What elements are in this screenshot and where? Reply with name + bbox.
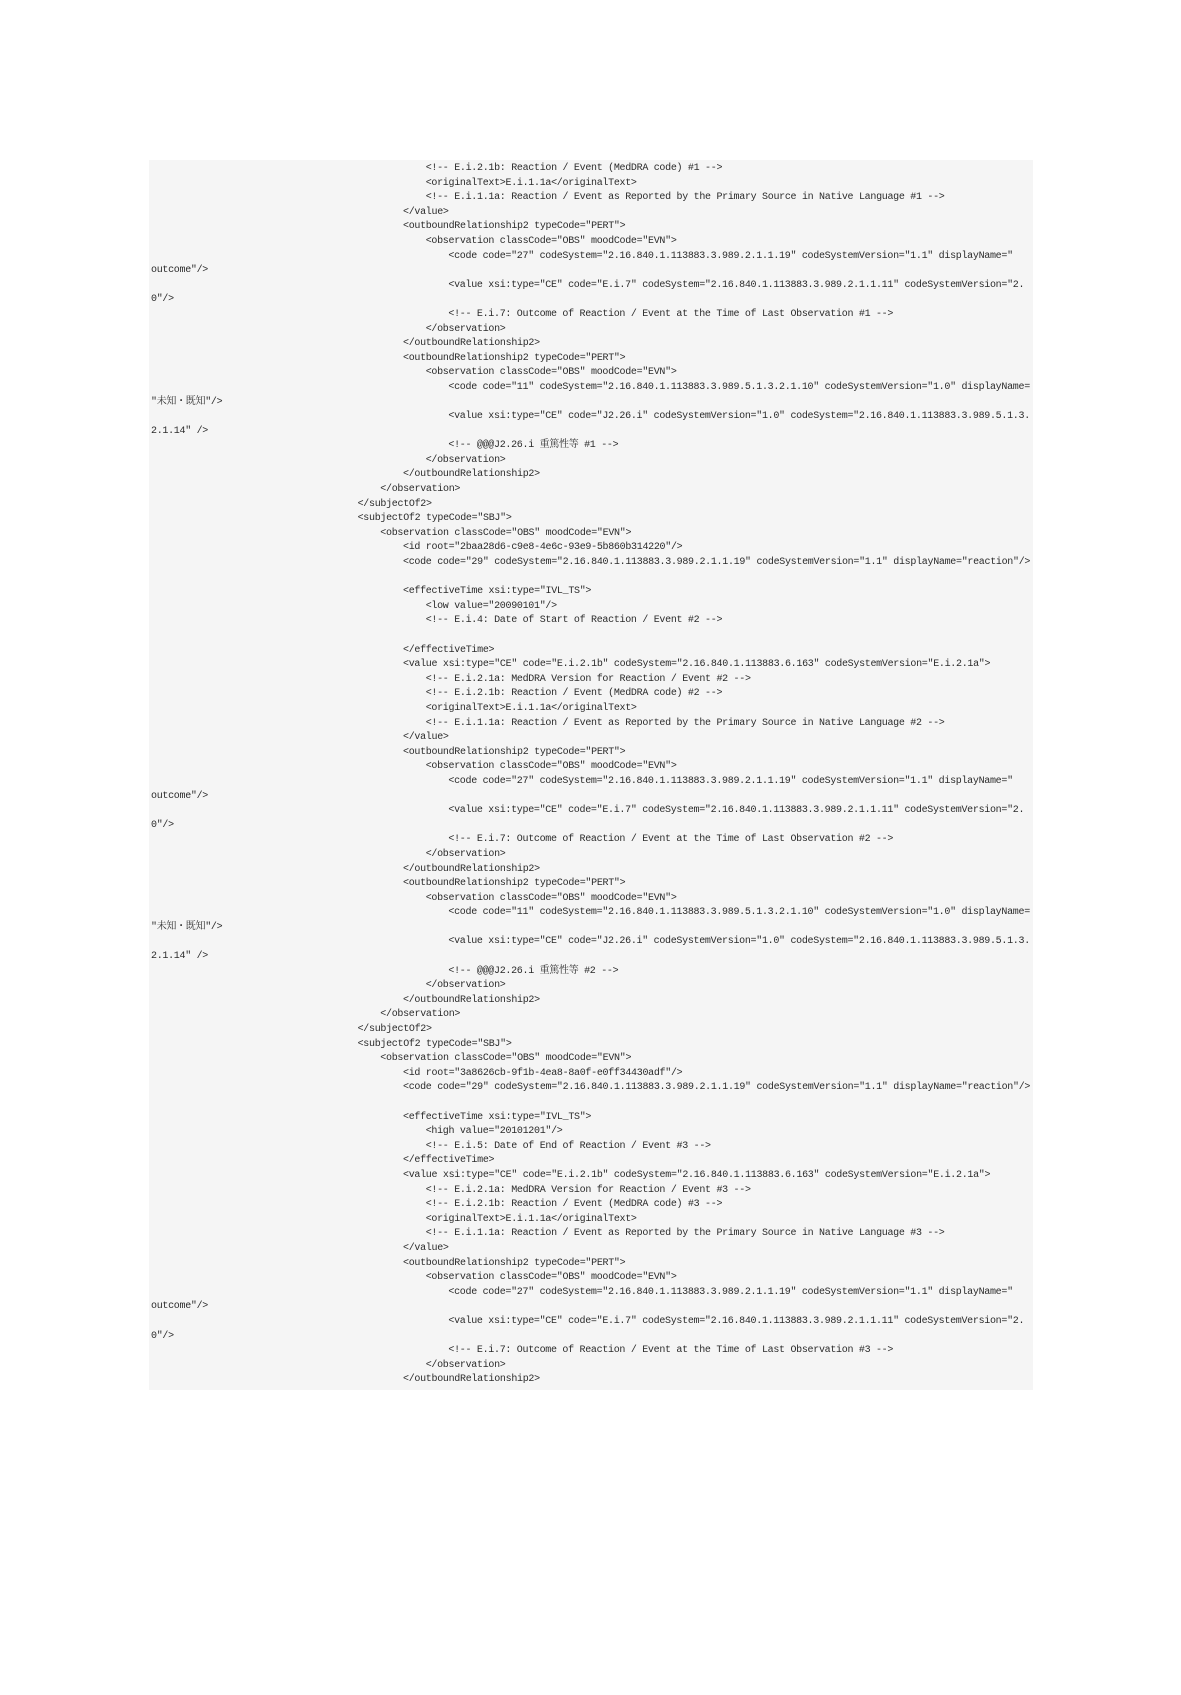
code-line: <subjectOf2 typeCode="SBJ"> bbox=[357, 513, 512, 525]
code-line: <outboundRelationship2 typeCode="PERT"> bbox=[403, 1257, 626, 1269]
code-line: </value> bbox=[403, 1242, 449, 1254]
code-line: <code code="29" codeSystem="2.16.840.1.113883.3.989.2.1.1.19" codeSystemVersion="1.1" displayName="reaction"/> bbox=[403, 557, 1031, 569]
xml-code-block bbox=[149, 162, 1033, 1388]
code-line: <originalText>E.i.1.1a</originalText> bbox=[425, 702, 637, 714]
code-line: <!-- @@@J2.26.i 重篤性等 #1 --> bbox=[448, 440, 619, 452]
code-line: <observation classCode="OBS" moodCode="EVN"> bbox=[425, 761, 677, 773]
code-line: <code code="27" codeSystem="2.16.840.1.113883.3.989.2.1.1.19" codeSystemVersion="1.1" displayName=" bbox=[448, 1286, 1013, 1298]
code-line: </effectiveTime> bbox=[403, 1155, 495, 1167]
code-line: <value xsi:type="CE" code="E.i.7" codeSystem="2.16.840.1.113883.3.989.2.1.1.11" codeSystemVersion="2. bbox=[448, 805, 1025, 817]
code-line: <code code="11" codeSystem="2.16.840.1.113883.3.989.5.1.3.2.1.10" codeSystemVersion="1.0" displayName= bbox=[448, 907, 1030, 919]
code-line: <!-- E.i.1.1a: Reaction / Event as Reported by the Primary Source in Native Language #3 --> bbox=[425, 1228, 945, 1240]
code-line: <!-- E.i.2.1b: Reaction / Event (MedDRA code) #3 --> bbox=[425, 1199, 723, 1211]
code-line: <value xsi:type="CE" code="E.i.7" codeSystem="2.16.840.1.113883.3.989.2.1.1.11" codeSystemVersion="2. bbox=[448, 1315, 1025, 1327]
code-line-continuation: 0"/> bbox=[151, 1330, 174, 1342]
code-line-continuation: outcome"/> bbox=[151, 265, 209, 277]
code-line: <subjectOf2 typeCode="SBJ"> bbox=[357, 1038, 512, 1050]
code-line: <observation classCode="OBS" moodCode="EVN"> bbox=[380, 1053, 632, 1065]
code-line: </outboundRelationship2> bbox=[403, 469, 540, 481]
code-line: </observation> bbox=[425, 323, 506, 335]
code-line: <id root="3a8626cb-9f1b-4ea8-8a0f-e0ff34430adf"/> bbox=[403, 1067, 683, 1079]
code-line: <!-- E.i.5: Date of End of Reaction / Event #3 --> bbox=[425, 1140, 711, 1152]
code-line: <low value="20090101"/> bbox=[425, 600, 557, 612]
code-line-continuation: outcome"/> bbox=[151, 1301, 209, 1313]
code-line: <originalText>E.i.1.1a</originalText> bbox=[425, 1213, 637, 1225]
code-line-continuation: "未知・既知"/> bbox=[151, 921, 223, 933]
code-line: <outboundRelationship2 typeCode="PERT"> bbox=[403, 221, 626, 233]
code-line: <outboundRelationship2 typeCode="PERT"> bbox=[403, 352, 626, 364]
code-line: </subjectOf2> bbox=[357, 1024, 432, 1036]
code-line: </outboundRelationship2> bbox=[403, 994, 540, 1006]
code-line: <effectiveTime xsi:type="IVL_TS"> bbox=[403, 1111, 592, 1123]
code-line: <value xsi:type="CE" code="J2.26.i" codeSystemVersion="1.0" codeSystem="2.16.840.1.113883.3.989.5.1.3. bbox=[448, 411, 1030, 423]
blank-line bbox=[149, 571, 1033, 586]
code-line: <observation classCode="OBS" moodCode="EVN"> bbox=[425, 367, 677, 379]
code-line: <!-- E.i.2.1b: Reaction / Event (MedDRA code) #2 --> bbox=[425, 688, 723, 700]
code-line: <outboundRelationship2 typeCode="PERT"> bbox=[403, 878, 626, 890]
code-line: <!-- E.i.7: Outcome of Reaction / Event at the Time of Last Observation #2 --> bbox=[448, 834, 894, 846]
code-line: </value> bbox=[403, 732, 449, 744]
code-line: <value xsi:type="CE" code="E.i.2.1b" codeSystem="2.16.840.1.113883.6.163" codeSystemVersion="E.i.2.1a"> bbox=[403, 659, 991, 671]
code-line: </subjectOf2> bbox=[357, 498, 432, 510]
code-line: <high value="20101201"/> bbox=[425, 1126, 563, 1138]
code-line-continuation: 0"/> bbox=[151, 294, 174, 306]
blank-line bbox=[149, 1096, 1033, 1111]
code-line: </observation> bbox=[425, 454, 506, 466]
code-line: <!-- E.i.2.1a: MedDRA Version for Reaction / Event #3 --> bbox=[425, 1184, 751, 1196]
code-line: <value xsi:type="CE" code="J2.26.i" codeSystemVersion="1.0" codeSystem="2.16.840.1.113883.3.989.5.1.3. bbox=[448, 936, 1030, 948]
code-line-continuation: 0"/> bbox=[151, 819, 174, 831]
code-line: <outboundRelationship2 typeCode="PERT"> bbox=[403, 746, 626, 758]
code-line: <!-- E.i.7: Outcome of Reaction / Event at the Time of Last Observation #3 --> bbox=[448, 1345, 894, 1357]
code-line: <code code="27" codeSystem="2.16.840.1.113883.3.989.2.1.1.19" codeSystemVersion="1.1" displayName=" bbox=[448, 775, 1013, 787]
code-line: <effectiveTime xsi:type="IVL_TS"> bbox=[403, 586, 592, 598]
code-line: </observation> bbox=[425, 848, 506, 860]
code-line: <!-- E.i.1.1a: Reaction / Event as Reported by the Primary Source in Native Language #1 --> bbox=[425, 192, 945, 204]
code-line: <code code="11" codeSystem="2.16.840.1.113883.3.989.5.1.3.2.1.10" codeSystemVersion="1.0" displayName= bbox=[448, 381, 1030, 393]
code-line-continuation: outcome"/> bbox=[151, 790, 209, 802]
code-line: </observation> bbox=[425, 1359, 506, 1371]
code-line: <originalText>E.i.1.1a</originalText> bbox=[425, 177, 637, 189]
code-line: <observation classCode="OBS" moodCode="EVN"> bbox=[380, 527, 632, 539]
code-line: <code code="29" codeSystem="2.16.840.1.113883.3.989.2.1.1.19" codeSystemVersion="1.1" displayName="reaction"/> bbox=[403, 1082, 1031, 1094]
code-line: <id root="2baa28d6-c9e8-4e6c-93e9-5b860b314220"/> bbox=[403, 542, 683, 554]
code-line: </observation> bbox=[425, 980, 506, 992]
code-listing bbox=[149, 160, 1033, 1390]
code-line: <code code="27" codeSystem="2.16.840.1.113883.3.989.2.1.1.19" codeSystemVersion="1.1" displayName=" bbox=[448, 250, 1013, 262]
code-line: <observation classCode="OBS" moodCode="EVN"> bbox=[425, 1272, 677, 1284]
code-line-continuation: 2.1.14" /> bbox=[151, 951, 209, 963]
code-line: <!-- E.i.2.1a: MedDRA Version for Reaction / Event #2 --> bbox=[425, 673, 751, 685]
code-line-continuation: 2.1.14" /> bbox=[151, 425, 209, 437]
code-line: <observation classCode="OBS" moodCode="EVN"> bbox=[425, 235, 677, 247]
code-line: </effectiveTime> bbox=[403, 644, 495, 656]
code-line: <!-- E.i.1.1a: Reaction / Event as Reported by the Primary Source in Native Language #2 --> bbox=[425, 717, 945, 729]
code-line: </outboundRelationship2> bbox=[403, 338, 540, 350]
code-line: <value xsi:type="CE" code="E.i.7" codeSystem="2.16.840.1.113883.3.989.2.1.1.11" codeSystemVersion="2. bbox=[448, 279, 1025, 291]
code-line: </observation> bbox=[380, 484, 461, 496]
code-line-continuation: "未知・既知"/> bbox=[151, 396, 223, 408]
code-line: <!-- @@@J2.26.i 重篤性等 #2 --> bbox=[448, 965, 619, 977]
code-line: </outboundRelationship2> bbox=[403, 863, 540, 875]
code-line: </value> bbox=[403, 206, 449, 218]
code-line: <!-- E.i.7: Outcome of Reaction / Event at the Time of Last Observation #1 --> bbox=[448, 308, 894, 320]
code-line: <observation classCode="OBS" moodCode="EVN"> bbox=[425, 892, 677, 904]
code-line: <value xsi:type="CE" code="E.i.2.1b" codeSystem="2.16.840.1.113883.6.163" codeSystemVersion="E.i.2.1a"> bbox=[403, 1169, 991, 1181]
code-line: </outboundRelationship2> bbox=[403, 1374, 540, 1386]
code-line: <!-- E.i.4: Date of Start of Reaction / Event #2 --> bbox=[425, 615, 723, 627]
code-line: <!-- E.i.2.1b: Reaction / Event (MedDRA code) #1 --> bbox=[425, 163, 723, 174]
blank-line bbox=[149, 629, 1033, 644]
code-line: </observation> bbox=[380, 1009, 461, 1021]
